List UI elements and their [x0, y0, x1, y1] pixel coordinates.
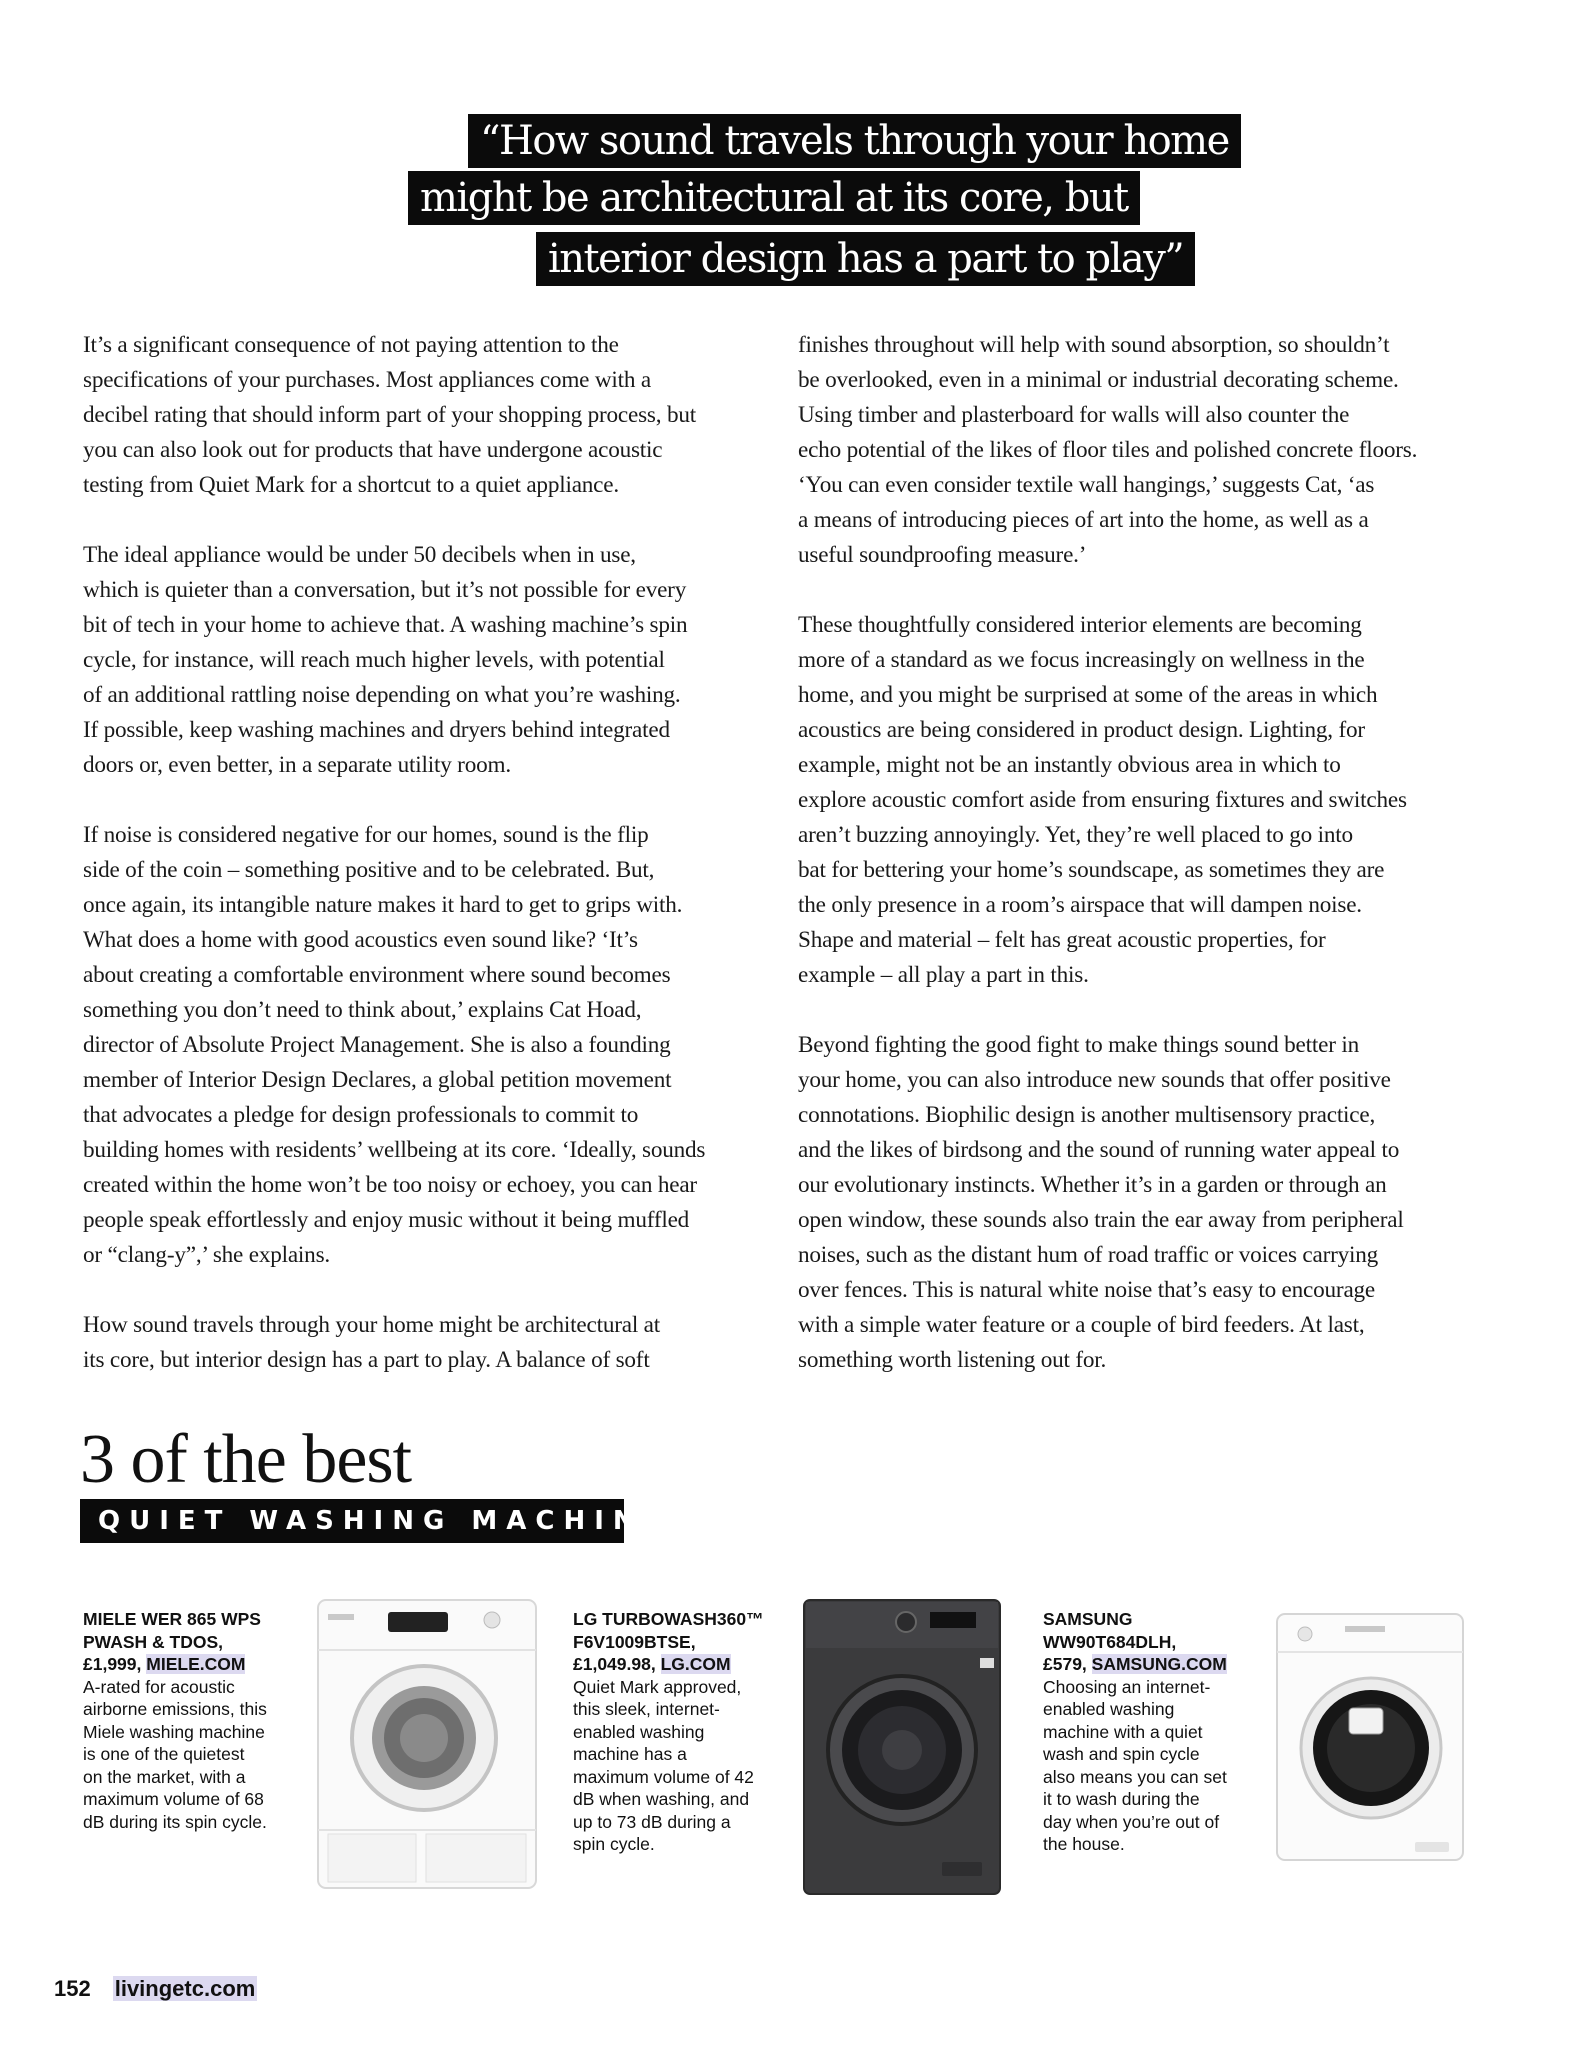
- product-description-line: the house.: [1043, 1834, 1125, 1854]
- article-text-line: What does a home with good acoustics even sound like? ‘It’s: [83, 927, 638, 953]
- article-text-line: once again, its intangible nature makes it hard to get to grips with.: [83, 892, 683, 918]
- article-text-line: explore acoustic comfort aside from ensuring fixtures and switches: [798, 787, 1407, 813]
- product-description-line: A-rated for acoustic: [83, 1676, 235, 1697]
- article-text-line: ‘You can even consider textile wall hangings,’ suggests Cat, ‘as: [798, 472, 1375, 498]
- product-link[interactable]: SAMSUNG.COM: [1091, 1654, 1227, 1674]
- product-description: [83, 1676, 298, 1834]
- product-price: £1,049.98,: [573, 1654, 656, 1674]
- product-description-line: wash and spin cycle: [1043, 1744, 1200, 1764]
- article-text-line: connotations. Biophilic design is another multisensory practice,: [798, 1102, 1376, 1128]
- article-text-line: more of a standard as we focus increasingly on wellness in the: [798, 647, 1365, 673]
- article-text-line: be overlooked, even in a minimal or industrial decorating scheme.: [798, 367, 1399, 393]
- article-text-line: noises, such as the distant hum of road traffic or voices carrying: [798, 1242, 1379, 1268]
- product-description-line: dB during its spin cycle.: [83, 1811, 267, 1832]
- article-text-line: example – all play a part in this.: [798, 962, 1089, 988]
- article-text-line: about creating a comfortable environment where sound becomes: [83, 962, 671, 988]
- product-miele: [83, 1608, 298, 1833]
- article-text-line: something worth listening out for.: [798, 1347, 1107, 1373]
- product-name: PWASH & TDOS,: [83, 1631, 224, 1652]
- product-description-line: machine has a: [573, 1744, 687, 1764]
- product-name: LG TURBOWASH360™: [573, 1609, 764, 1629]
- article-text-line: cycle, for instance, will reach much higher levels, with potential: [83, 647, 665, 673]
- paragraph-break: [83, 783, 798, 818]
- product-description-line: dB when washing, and: [573, 1789, 750, 1809]
- article-text-line: something you don’t need to think about,’ explains Cat Hoad,: [83, 997, 642, 1023]
- article-text-line: our evolutionary instincts. Whether it’s in a garden or through an: [798, 1172, 1387, 1198]
- lg-washing-machine-image: [802, 1598, 1002, 1896]
- article-text-line: Shape and material – felt has great acoustic properties, for: [798, 927, 1326, 953]
- article-text-line: example, might not be an instantly obvious area in which to: [798, 752, 1341, 778]
- product-samsung: [1043, 1608, 1258, 1856]
- article-text-line: testing from Quiet Mark for a shortcut to a quiet appliance.: [83, 472, 619, 498]
- product-description-line: maximum volume of 68: [83, 1789, 264, 1809]
- product-link[interactable]: MIELE.COM: [146, 1654, 246, 1674]
- pull-quote-line: interior design has a part to play”: [536, 232, 1195, 286]
- product-description-line: day when you’re out of: [1043, 1811, 1220, 1832]
- product-description-line: enabled washing: [1043, 1699, 1175, 1719]
- product-name: WW90T684DLH,: [1043, 1631, 1177, 1652]
- section-subtitle: QUIET WASHING MACHINES: [80, 1499, 624, 1543]
- product-description-line: also means you can set: [1043, 1766, 1227, 1787]
- article-text-line: open window, these sounds also train the ear away from peripheral: [798, 1207, 1404, 1233]
- product-link[interactable]: LG.COM: [660, 1654, 731, 1674]
- article-text-line: created within the home won’t be too noisy or echoey, you can hear: [83, 1172, 697, 1198]
- article-text-line: over fences. This is natural white noise that’s easy to encourage: [798, 1277, 1376, 1303]
- article-text-line: If noise is considered negative for our homes, sound is the flip: [83, 822, 649, 848]
- article-text-line: Beyond fighting the good fight to make things sound better in: [798, 1032, 1359, 1058]
- product-description-line: spin cycle.: [573, 1834, 655, 1854]
- product-description: [573, 1676, 788, 1856]
- paragraph-break: [83, 503, 798, 538]
- article-text-line: member of Interior Design Declares, a global petition movement: [83, 1067, 672, 1093]
- section-title: 3 of the best: [80, 1421, 412, 1498]
- product-name: MIELE WER 865 WPS: [83, 1609, 261, 1629]
- paragraph-break: [83, 1273, 798, 1308]
- pull-quote-line: “How sound travels through your home: [468, 114, 1241, 168]
- product-name: SAMSUNG: [1043, 1609, 1133, 1629]
- article-text-line: finishes throughout will help with sound absorption, so shouldn’t: [798, 332, 1390, 358]
- product-description-line: maximum volume of 42: [573, 1766, 754, 1787]
- site-url[interactable]: livingetc.com: [114, 1976, 256, 2001]
- article-text-line: which is quieter than a conversation, but it’s not possible for every: [83, 577, 687, 603]
- product-price-line: [1043, 1653, 1258, 1676]
- product-lg: [573, 1608, 788, 1856]
- product-name: F6V1009BTSE,: [573, 1631, 696, 1652]
- article-text-line: These thoughtfully considered interior elements are becoming: [798, 612, 1362, 638]
- article-text-line: If possible, keep washing machines and dryers behind integrated: [83, 717, 670, 743]
- article-text-line: useful soundproofing measure.’: [798, 542, 1087, 568]
- article-text-line: It’s a significant consequence of not paying attention to the: [83, 332, 619, 358]
- article-text-line: your home, you can also introduce new sounds that offer positive: [798, 1067, 1391, 1093]
- article-text-line: acoustics are being considered in product design. Lighting, for: [798, 717, 1365, 743]
- product-description-line: up to 73 dB during a: [573, 1811, 731, 1832]
- page-number: 152: [54, 1976, 91, 2001]
- product-description-line: airborne emissions, this: [83, 1699, 267, 1719]
- miele-washing-machine-image: [316, 1598, 538, 1890]
- article-text-line: doors or, even better, in a separate utility room.: [83, 752, 511, 778]
- product-description-line: machine with a quiet: [1043, 1721, 1203, 1742]
- product-price-line: [573, 1653, 788, 1676]
- product-description-line: Choosing an internet-: [1043, 1676, 1211, 1697]
- samsung-washing-machine-image: [1275, 1612, 1465, 1862]
- article-text-line: bat for bettering your home’s soundscape, as sometimes they are: [798, 857, 1385, 883]
- article-text-line: bit of tech in your home to achieve that. A washing machine’s spin: [83, 612, 688, 638]
- article-text-line: or “clang-y”,’ she explains.: [83, 1242, 330, 1268]
- product-description-line: on the market, with a: [83, 1766, 246, 1787]
- product-description-line: Miele washing machine: [83, 1721, 265, 1742]
- article-column-left: [83, 328, 798, 1378]
- article-text-line: director of Absolute Project Management. She is also a founding: [83, 1032, 671, 1058]
- article-text-line: specifications of your purchases. Most appliances come with a: [83, 367, 651, 393]
- paragraph-break: [798, 573, 1513, 608]
- product-description-line: it to wash during the: [1043, 1789, 1200, 1809]
- article-column-right: [798, 328, 1513, 1378]
- product-description-line: is one of the quietest: [83, 1744, 245, 1764]
- product-price: £579,: [1043, 1654, 1087, 1674]
- page-footer: [54, 1975, 257, 2003]
- article-text-line: The ideal appliance would be under 50 decibels when in use,: [83, 542, 636, 568]
- product-description-line: Quiet Mark approved,: [573, 1676, 742, 1697]
- product-price-line: [83, 1653, 298, 1676]
- article-text-line: of an additional rattling noise depending on what you’re washing.: [83, 682, 681, 708]
- paragraph-break: [798, 993, 1513, 1028]
- article-text-line: a means of introducing pieces of art into the home, as well as a: [798, 507, 1369, 533]
- article-text-line: aren’t buzzing annoyingly. Yet, they’re well placed to go into: [798, 822, 1353, 848]
- article-text-line: home, and you might be surprised at some of the areas in which: [798, 682, 1378, 708]
- article-text-line: with a simple water feature or a couple of bird feeders. At last,: [798, 1312, 1365, 1338]
- article-text-line: the only presence in a room’s airspace that will dampen noise.: [798, 892, 1362, 918]
- article-text-line: you can also look out for products that have undergone acoustic: [83, 437, 663, 463]
- product-price: £1,999,: [83, 1654, 142, 1674]
- article-text-line: people speak effortlessly and enjoy music without it being muffled: [83, 1207, 690, 1233]
- product-description-line: this sleek, internet-: [573, 1699, 720, 1719]
- article-text-line: How sound travels through your home might be architectural at: [83, 1312, 660, 1338]
- article-text-line: its core, but interior design has a part to play. A balance of soft: [83, 1347, 650, 1373]
- pull-quote-line: might be architectural at its core, but: [408, 171, 1140, 225]
- article-text-line: and the likes of birdsong and the sound of running water appeal to: [798, 1137, 1400, 1163]
- article-text-line: that advocates a pledge for design professionals to commit to: [83, 1102, 639, 1128]
- product-description-line: enabled washing: [573, 1721, 705, 1742]
- article-text-line: side of the coin – something positive and to be celebrated. But,: [83, 857, 655, 883]
- article-text-line: Using timber and plasterboard for walls will also counter the: [798, 402, 1350, 428]
- article-text-line: decibel rating that should inform part of your shopping process, but: [83, 402, 696, 428]
- article-text-line: echo potential of the likes of floor tiles and polished concrete floors.: [798, 437, 1418, 463]
- article-text-line: building homes with residents’ wellbeing at its core. ‘Ideally, sounds: [83, 1137, 706, 1163]
- product-description: [1043, 1676, 1258, 1856]
